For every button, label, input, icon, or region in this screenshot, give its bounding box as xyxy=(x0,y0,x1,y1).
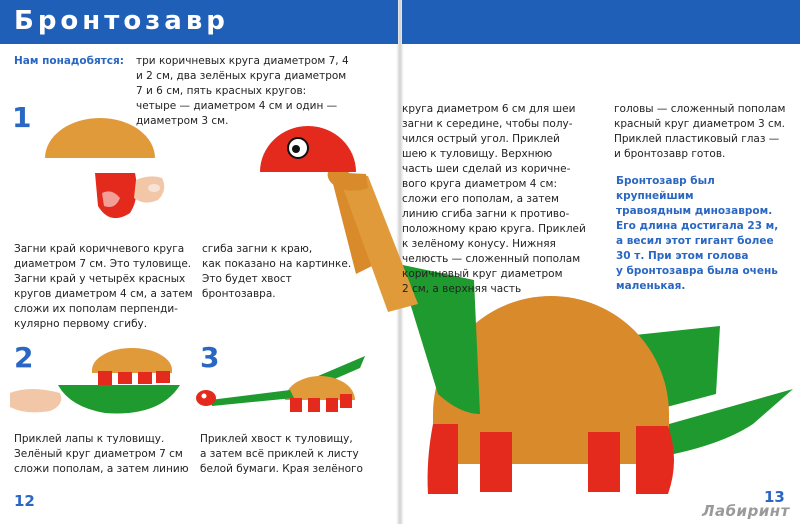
materials-label: Нам понадобятся: xyxy=(14,55,124,67)
red-leg-back-right xyxy=(636,426,674,494)
green-half-circle xyxy=(58,385,180,413)
step-3-number: 3 xyxy=(200,341,220,374)
title-band-right xyxy=(402,0,800,44)
watermark-logo: Лабиринт xyxy=(702,502,790,520)
fingernail-shape xyxy=(148,184,160,192)
red-leg xyxy=(156,371,170,383)
page-number-left: 12 xyxy=(14,492,35,510)
brown-body-half xyxy=(92,348,172,373)
eye-pupil xyxy=(292,145,300,153)
red-leg xyxy=(118,372,132,384)
step-1-illustration xyxy=(40,118,190,238)
red-leg-front-left xyxy=(428,424,458,494)
step-1-text-continued: сгиба загни к краю, как показано на картинке. Это будет хвост бронтозавра. xyxy=(202,243,352,300)
step-2-illustration xyxy=(10,345,185,435)
finger-shape xyxy=(10,389,61,412)
red-head xyxy=(196,390,216,406)
red-leg-back-left xyxy=(588,432,620,492)
red-leg-front-right xyxy=(480,432,512,492)
right-text-col-1: круга диаметром 6 см для шеи загни к середине, чтобы полу- чился острый угол. Приклей шею к туловищу. Верхнюю часть шеи сделай из коричне- вого круга диаметром 4 см: сложи его пополам, а затем линию сгиба загни к противо- положному краю круга. Приклей к зелёному конусу. Нижняя челюсть — сложенный пополам коричневый круг диаметром 2 см, а верхняя часть xyxy=(402,103,586,295)
title-band xyxy=(0,0,398,44)
right-text-col-2: головы — сложенный пополам красный круг диаметром 3 см. Приклей пластиковый глаз — и бронтозавр готов. xyxy=(614,103,786,160)
step-1-number: 1 xyxy=(12,101,32,134)
brown-half-circle xyxy=(45,118,155,158)
step-2-number: 2 xyxy=(14,341,34,374)
eye-dot xyxy=(202,394,207,399)
page-number-right: 13 xyxy=(764,488,785,506)
brown-lower-jaw xyxy=(328,172,368,191)
step-3-text: Приклей хвост к туловищу, а затем всё приклей к листу белой бумаги. Края зелёного xyxy=(200,433,363,475)
red-leg xyxy=(138,372,152,384)
brontosaurus-fact: Бронтозавр был крупнейшим травоядным динозавром. Его длина достигала 23 м, а весил этот гигант более 30 т. При этом голова у бронтозавра была очень маленькая. xyxy=(616,175,779,292)
page-title: Бронтозавр xyxy=(14,6,229,36)
red-leg xyxy=(98,371,112,385)
step-2-text: Приклей лапы к туловищу. Зелёный круг диаметром 7 см сложи пополам, а затем линию xyxy=(14,433,189,475)
step-1-text: Загни край коричневого круга диаметром 7 см. Это туловище. Загни край у четырёх красных кругов диаметром 4 см, а затем сложи их пополам перпенди- кулярно первому сгибу. xyxy=(14,243,193,330)
materials-text: три коричневых круга диаметром 7, 4 и 2 см, два зелёных круга диаметром 7 и 6 см, пять красных кругов: четыре — диаметром 4 см и один — диаметром 3 см. xyxy=(136,55,349,127)
